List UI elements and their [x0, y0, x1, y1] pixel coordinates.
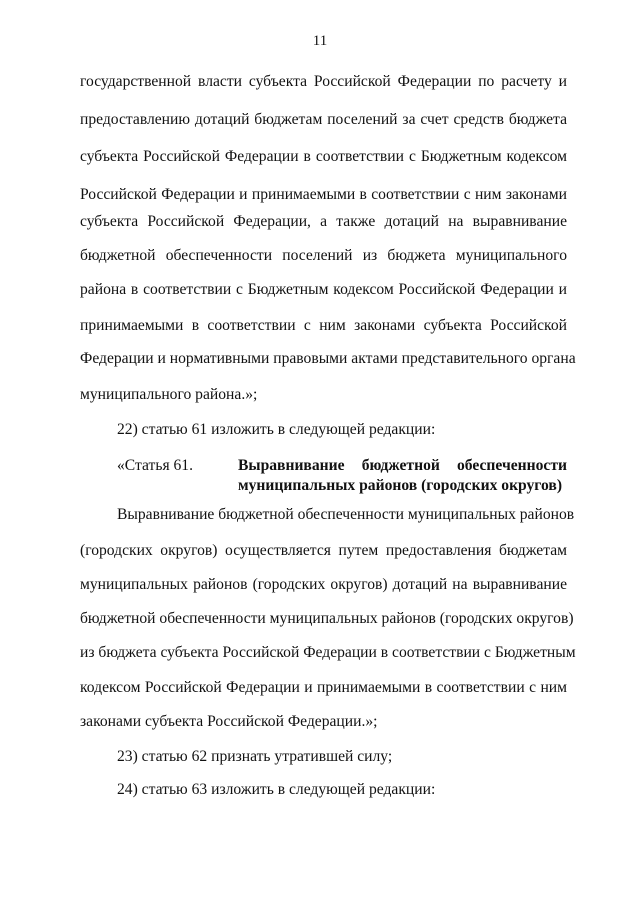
text-line: принимаемыми в соответствии с ним законами субъекта Российской: [80, 317, 567, 334]
text-line: Российской Федерации и принимаемыми в соответствии с ним законами: [80, 186, 567, 203]
text-line: законами субъекта Российской Федерации.»;: [80, 713, 378, 730]
text-line: из бюджета субъекта Российской Федерации в соответствии с Бюджетным: [80, 644, 576, 661]
list-item-23: 23) статью 62 признать утратившей силу;: [117, 748, 393, 765]
article-title-line: муниципальных районов (городских округов): [238, 477, 563, 494]
text-line: Выравнивание бюджетной обеспеченности муниципальных районов: [117, 506, 575, 523]
article-number: «Статья 61.: [117, 457, 194, 474]
text-line: субъекта Российской Федерации, а также дотаций на выравнивание: [80, 213, 567, 230]
text-line: муниципального района.»;: [80, 386, 258, 403]
article-title: [238, 456, 567, 496]
text-line: субъекта Российской Федерации в соответствии с Бюджетным кодексом: [80, 148, 567, 165]
list-item-22: 22) статью 61 изложить в следующей редакции:: [117, 421, 436, 438]
text-line: государственной власти субъекта Российской Федерации по расчету и: [80, 73, 567, 90]
text-line: предоставлению дотаций бюджетам поселений за счет средств бюджета: [80, 111, 567, 128]
text-line: бюджетной обеспеченности поселений из бюджета муниципального: [80, 247, 567, 264]
list-item-24: 24) статью 63 изложить в следующей редакции:: [117, 781, 436, 798]
text-line: муниципальных районов (городских округов) дотаций на выравнивание: [80, 576, 567, 593]
article-title-line: Выравнивание бюджетной обеспеченности: [238, 457, 567, 474]
article-heading: [117, 456, 567, 498]
text-line: района в соответствии с Бюджетным кодексом Российской Федерации и: [80, 281, 567, 298]
text-line: бюджетной обеспеченности муниципальных районов (городских округов): [80, 610, 574, 627]
text-line: Федерации и нормативными правовыми актами представительного органа: [80, 350, 576, 367]
page-number: 11: [312, 33, 328, 49]
text-line: (городских округов) осуществляется путем предоставления бюджетам: [80, 542, 567, 559]
text-line: кодексом Российской Федерации и принимаемыми в соответствии с ним: [80, 679, 567, 696]
